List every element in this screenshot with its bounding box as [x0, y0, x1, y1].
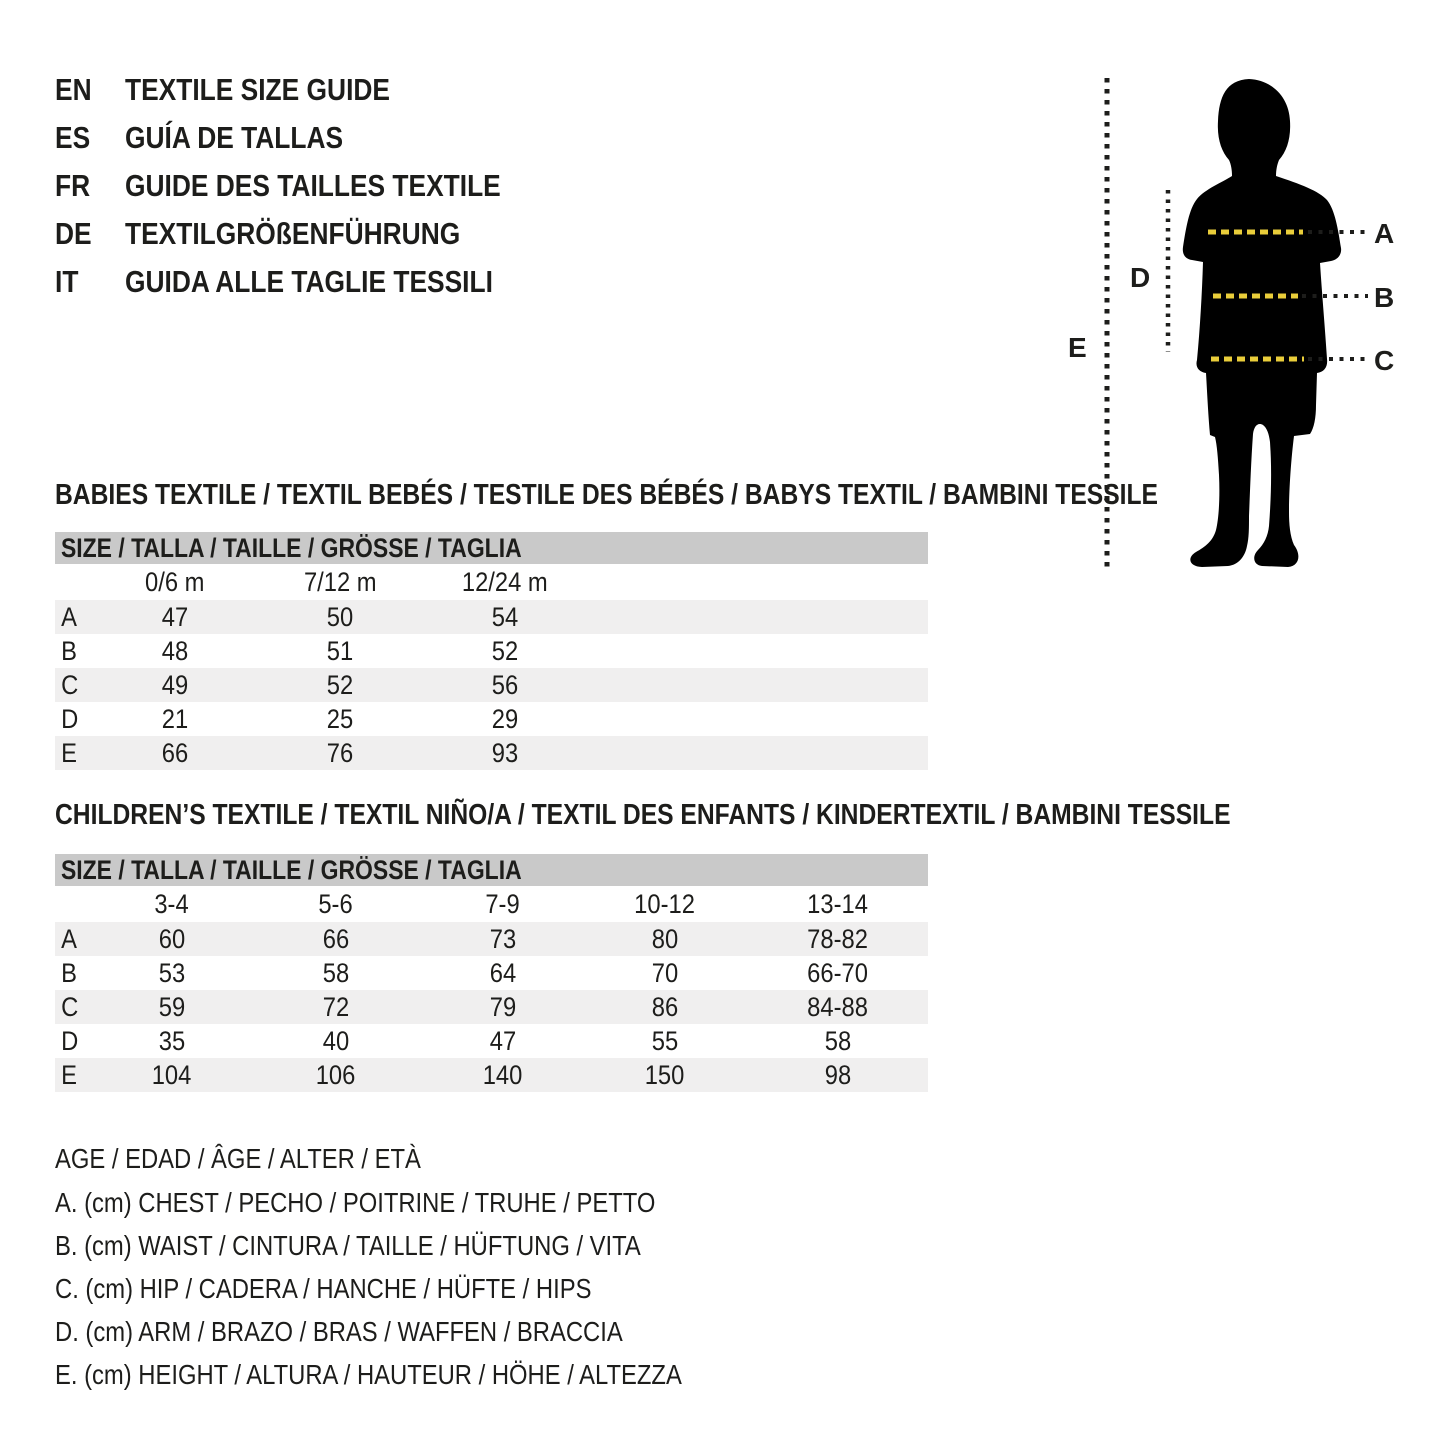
diagram-label-B: B — [1374, 282, 1395, 313]
babies-row-E: E 66 76 93 — [55, 736, 928, 770]
babies-column-headers — [55, 564, 928, 600]
children-row-D: D 35 40 47 55 58 — [61, 1026, 852, 1056]
legend-hip: C. (cm) HIP / CADERA / HANCHE / HÜFTE / HIPS — [55, 1273, 592, 1304]
legend-waist: B. (cm) WAIST / CINTURA / TAILLE / HÜFTUNG / VITA — [55, 1230, 641, 1261]
lang-title-fr: GUIDE DES TAILLES TEXTILE — [125, 168, 501, 203]
babies-table — [55, 532, 928, 772]
babies-col-1: 7/12 m — [303, 567, 377, 597]
lang-title-en: TEXTILE SIZE GUIDE — [125, 72, 391, 107]
lang-title-es: GUÍA DE TALLAS — [125, 120, 344, 155]
lang-code-de: DE — [55, 216, 92, 251]
children-row-E: E 104 106 140 150 98 — [55, 1058, 928, 1092]
lang-code-it: IT — [55, 264, 79, 299]
diagram-label-C: C — [1374, 345, 1395, 376]
lang-code-en: EN — [55, 72, 92, 107]
diagram-label-D: D — [1130, 262, 1151, 293]
babies-col-2: 12/24 m — [462, 567, 548, 597]
lang-title-de: TEXTILGRÖßENFÜHRUNG — [125, 216, 461, 251]
legend-chest: A. (cm) CHEST / PECHO / POITRINE / TRUHE / PETTO — [55, 1187, 656, 1218]
children-col-2: 7-9 — [485, 889, 521, 919]
children-row-A: A 60 66 73 80 78-82 — [55, 922, 928, 956]
babies-section-title: BABIES TEXTILE / TEXTIL BEBÉS / TESTILE DES BÉBÉS / BABYS TEXTIL / BAMBINI TESSILE — [55, 479, 1159, 511]
children-section-title: CHILDREN’S TEXTILE / TEXTIL NIÑO/A / TEXTIL DES ENFANTS / KINDERTEXTIL / BAMBINI TESSILE — [55, 799, 1231, 831]
children-col-0: 3-4 — [154, 889, 190, 919]
babies-row-A: A 47 50 54 — [55, 600, 928, 634]
legend-arm: D. (cm) ARM / BRAZO / BRAS / WAFFEN / BRACCIA — [55, 1316, 623, 1347]
children-row-C: C 59 72 79 86 84-88 — [55, 990, 928, 1024]
language-header — [0, 0, 700, 300]
children-col-4: 13-14 — [807, 889, 869, 919]
children-col-1: 5-6 — [318, 889, 354, 919]
lang-code-es: ES — [55, 120, 91, 155]
lang-title-it: GUIDA ALLE TAGLIE TESSILI — [125, 264, 493, 299]
measurement-legend — [0, 1130, 900, 1410]
children-table — [55, 854, 928, 1094]
legend-age: AGE / EDAD / ÂGE / ALTER / ETÀ — [55, 1143, 421, 1174]
babies-col-0: 0/6 m — [145, 567, 205, 597]
measurement-diagram — [1060, 60, 1445, 600]
lang-code-fr: FR — [55, 168, 91, 203]
diagram-label-E: E — [1068, 332, 1087, 363]
babies-row-C: C 49 52 56 — [55, 668, 928, 702]
babies-row-D: D 21 25 29 — [61, 704, 519, 734]
children-column-headers — [55, 886, 928, 922]
children-col-3: 10-12 — [634, 889, 696, 919]
diagram-label-A: A — [1374, 218, 1395, 249]
babies-size-header-bar: SIZE / TALLA / TAILLE / GRÖSSE / TAGLIA — [55, 532, 928, 564]
children-size-header-bar: SIZE / TALLA / TAILLE / GRÖSSE / TAGLIA — [55, 854, 928, 886]
babies-row-B: B 48 51 52 — [61, 636, 519, 666]
legend-height: E. (cm) HEIGHT / ALTURA / HAUTEUR / HÖHE / ALTEZZA — [55, 1359, 682, 1390]
children-row-B: B 53 58 64 70 66-70 — [61, 958, 869, 988]
